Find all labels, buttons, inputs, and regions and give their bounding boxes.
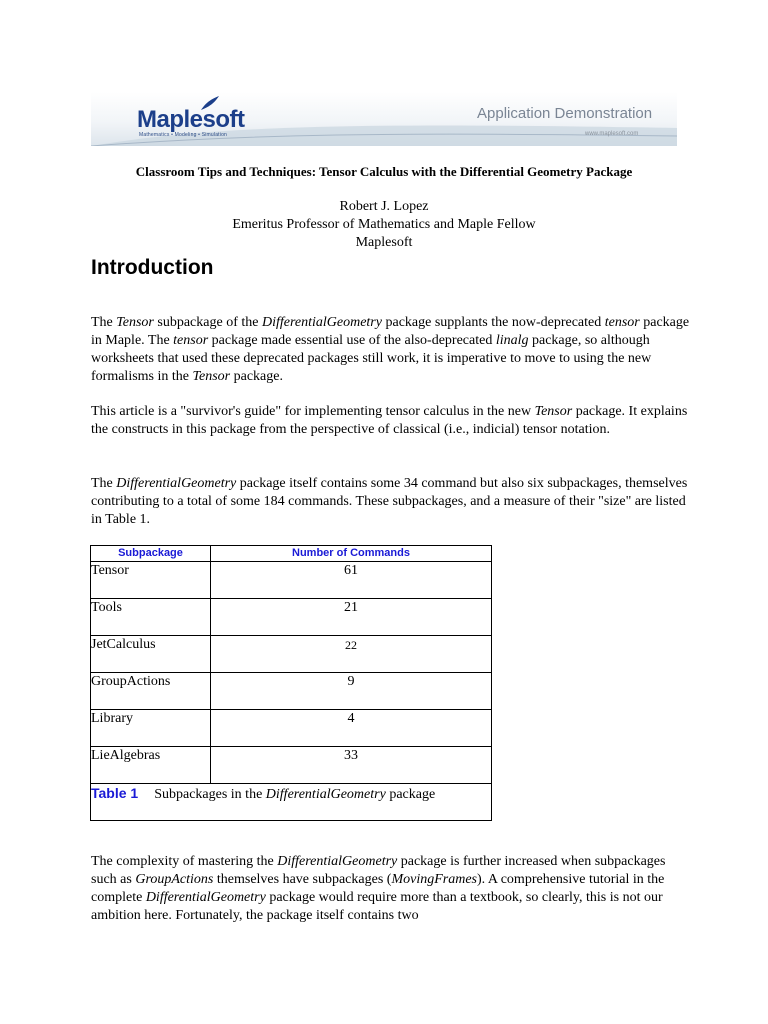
text-run: package. [230, 369, 283, 384]
italic-term: Tensor [534, 404, 573, 419]
subpackage-table [90, 545, 492, 821]
logo-tagline: Mathematics • Modeling • Simulation [139, 132, 228, 138]
table-caption-label: Table 1 [91, 785, 139, 801]
italic-term: DifferentialGeometry [261, 315, 382, 330]
italic-term: tensor [173, 333, 209, 348]
text-run: package supplants the now-deprecated [381, 315, 605, 330]
caption-pre: Subpackages in the [154, 787, 266, 802]
header-number-of-commands: Number of Commands [211, 546, 492, 562]
italic-term: tensor [604, 315, 640, 330]
text-run: package in Maple. The [91, 315, 690, 348]
document-title: Classroom Tips and Techniques: Tensor Calculus with the Differential Geometry Package [135, 164, 633, 179]
table-caption-text [154, 787, 435, 802]
text-run: This article is a "survivor's guide" for implementing tensor calculus in the new [91, 404, 535, 419]
text-run: The complexity of mastering the [91, 854, 278, 869]
banner-heading: Application Demonstration [477, 105, 653, 122]
command-count: 61 [211, 562, 492, 599]
text-run: ). A comprehensive tutorial in the complete [91, 872, 665, 905]
caption-post: package [385, 787, 436, 802]
text-run: package made essential use of the also-deprecated [208, 333, 496, 348]
text-run: subpackage of the [153, 315, 262, 330]
table-row [91, 747, 492, 784]
maplesoft-logo: Maplesoft [137, 106, 245, 133]
command-count: 22 [211, 636, 492, 673]
table-row [91, 562, 492, 599]
header-subpackage: Subpackage [91, 546, 211, 562]
caption-italic: DifferentialGeometry [265, 787, 386, 802]
text-run: package would require more than a textbook, so clearly, this is not our ambition here. Fortunately, the package itself contains two [91, 890, 663, 923]
intro-paragraph-1 [91, 314, 691, 386]
text-run: package itself contains some 34 command but also six subpackages, themselves contributing to a total of some 184 commands. These subpackages, and a measure of their "size" are listed in Table 1. [91, 476, 688, 527]
italic-term: GroupActions [135, 872, 214, 887]
text-run: package, so although worksheets that used these deprecated packages still work, it is imperative to move to using the new formalisms in the [91, 333, 652, 384]
table-row [91, 599, 492, 636]
italic-term: linalg [495, 333, 529, 348]
section-heading: Introduction [91, 256, 214, 279]
text-run: package is further increased when subpackages such as [91, 854, 666, 887]
intro-paragraph-3 [91, 475, 691, 529]
italic-term: Tensor [192, 369, 231, 384]
command-count: 4 [211, 710, 492, 747]
banner-url: www.maplesoft.com [585, 131, 639, 137]
table-caption-row [91, 784, 492, 821]
text-run: package. It explains the constructs in this package from the perspective of classical (i.e., indicial) tensor notation. [91, 404, 688, 437]
maplesoft-banner [91, 92, 677, 146]
author-position: Emeritus Professor of Mathematics and Maple Fellow [232, 217, 536, 232]
table-row [91, 673, 492, 710]
text-run: The [91, 476, 117, 491]
intro-paragraph-2 [91, 403, 691, 439]
text-run: The [91, 315, 117, 330]
body-paragraph-4 [91, 853, 691, 925]
table-header-row [91, 546, 492, 562]
italic-term: MovingFrames [391, 872, 477, 887]
italic-term: Tensor [116, 315, 154, 330]
italic-term: DifferentialGeometry [116, 476, 237, 491]
table-row [91, 636, 492, 673]
author-name: Robert J. Lopez [339, 199, 429, 214]
command-count: 21 [211, 599, 492, 636]
table-row [91, 710, 492, 747]
subpackage-name: JetCalculus [91, 636, 211, 673]
text-run: themselves have subpackages ( [213, 872, 392, 887]
subpackage-name: Tensor [91, 562, 211, 599]
italic-term: DifferentialGeometry [145, 890, 266, 905]
subpackage-name: GroupActions [91, 673, 211, 710]
subpackage-name: Library [91, 710, 211, 747]
italic-term: DifferentialGeometry [277, 854, 398, 869]
subpackage-name: LieAlgebras [91, 747, 211, 784]
table-caption [91, 784, 492, 821]
command-count: 33 [211, 747, 492, 784]
author-organization: Maplesoft [355, 235, 413, 250]
command-count: 9 [211, 673, 492, 710]
subpackage-name: Tools [91, 599, 211, 636]
